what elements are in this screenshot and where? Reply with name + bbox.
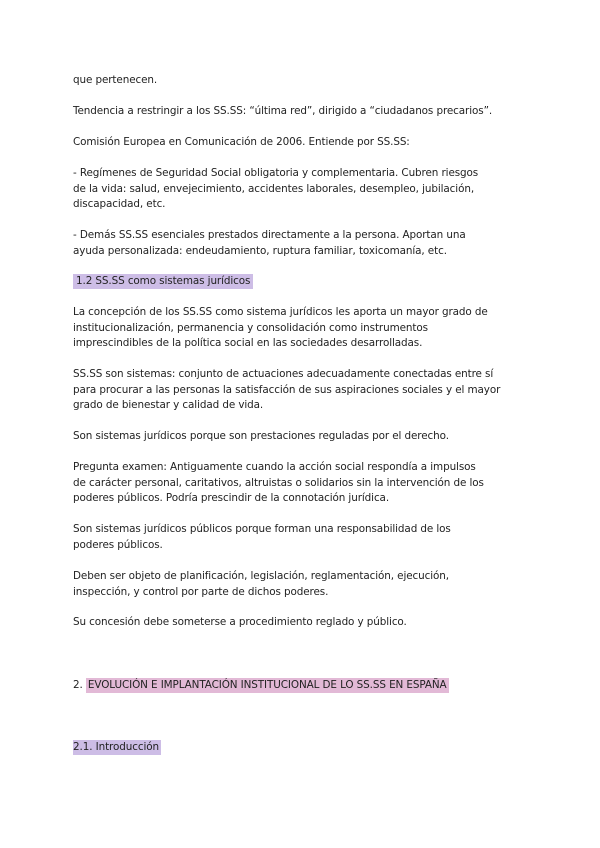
paragraph-que-pertenecen — [73, 73, 533, 89]
text-line: - Regímenes de Seguridad Social obligatoria y complementaria. Cubren riesgos — [73, 167, 479, 179]
heading-2-number: 2. — [73, 679, 83, 691]
text-line: Pregunta examen: Antiguamente cuando la acción social respondía a impulsos — [73, 461, 476, 473]
paragraph-planificacion — [73, 569, 533, 600]
heading-1-2-text: 1.2 SS.SS como sistemas jurídicos — [73, 274, 253, 289]
text-line: La concepción de los SS.SS como sistema jurídicos les aporta un mayor grado de — [73, 306, 488, 318]
section-heading-1-2 — [73, 274, 533, 290]
paragraph-ssss-sistemas — [73, 367, 533, 414]
heading-2-text: EVOLUCIÓN E IMPLANTACIÓN INSTITUCIONAL DE LO SS.SS EN ESPAÑA — [87, 679, 447, 691]
text-line: Deben ser objeto de planificación, legislación, reglamentación, ejecución, — [73, 570, 449, 582]
text-line: ayuda personalizada: endeudamiento, ruptura familiar, toxicomanía, etc. — [73, 244, 447, 257]
section-heading-2 — [73, 678, 533, 694]
text-line: de la vida: salud, envejecimiento, accidentes laborales, desempleo, jubilación, — [73, 182, 475, 195]
text-line: Su concesión debe someterse a procedimiento reglado y público. — [73, 616, 407, 628]
text-line: discapacidad, etc. — [73, 198, 166, 211]
text-line: grado de bienestar y calidad de vida. — [73, 399, 264, 412]
text-line: imprescindibles de la política social en las sociedades desarrolladas. — [73, 337, 423, 350]
text-line: institucionalización, permanencia y consolidación como instrumentos — [73, 321, 428, 334]
paragraph-sistemas-publicos — [73, 522, 533, 553]
text-line: de carácter personal, caritativos, altruistas o solidarios sin la intervención de los — [73, 476, 484, 489]
paragraph-tendencia — [73, 104, 533, 120]
paragraph-sistemas-juridicos — [73, 429, 533, 445]
section-heading-2-1 — [73, 740, 533, 756]
text-line: que pertenecen. — [73, 74, 158, 86]
paragraph-comision-europea — [73, 135, 533, 151]
text-line: Son sistemas jurídicos porque son prestaciones reguladas por el derecho. — [73, 430, 449, 442]
paragraph-concesion — [73, 615, 533, 631]
paragraph-demas-ssss — [73, 228, 533, 259]
text-line: inspección, y control por parte de dichos poderes. — [73, 585, 329, 598]
paragraph-concepcion — [73, 305, 533, 352]
heading-2-1-text: 2.1. Introducción — [73, 741, 159, 753]
text-line: Son sistemas jurídicos públicos porque forman una responsabilidad de los — [73, 523, 451, 535]
paragraph-regimenes — [73, 166, 533, 213]
text-line: Tendencia a restringir a los SS.SS: “última red”, dirigido a “ciudadanos precarios”. — [73, 105, 493, 117]
text-line: poderes públicos. Podría prescindir de la connotación jurídica. — [73, 492, 390, 505]
text-line: poderes públicos. — [73, 538, 163, 551]
text-line: SS.SS son sistemas: conjunto de actuaciones adecuadamente conectadas entre sí — [73, 368, 494, 380]
text-line: Comisión Europea en Comunicación de 2006. Entiende por SS.SS: — [73, 136, 410, 148]
paragraph-pregunta-examen — [73, 460, 533, 507]
text-line: - Demás SS.SS esenciales prestados directamente a la persona. Aportan una — [73, 229, 466, 241]
text-line: para procurar a las personas la satisfacción de sus aspiraciones sociales y el mayor — [73, 383, 501, 396]
